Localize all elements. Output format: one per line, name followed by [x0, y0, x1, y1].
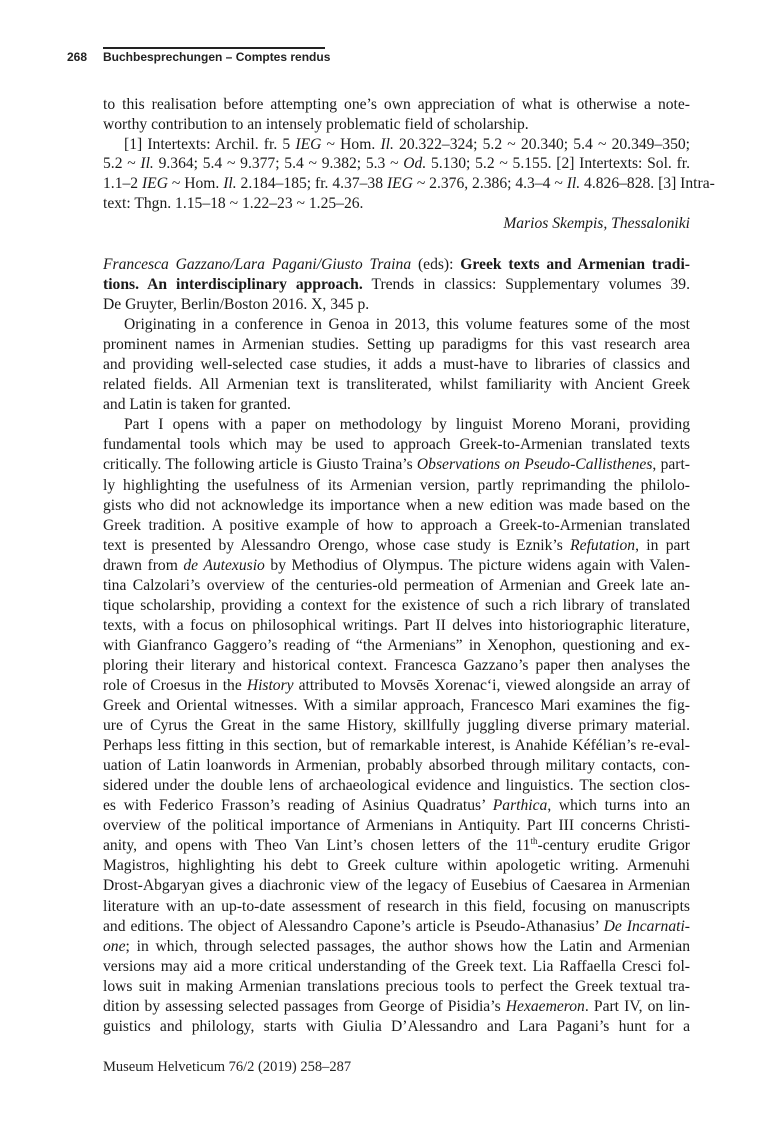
text-line [103, 556, 690, 576]
text-run: with Gianfranco Gaggero’s reading of “the Armenians” in Xenophon, questioning and ex- [103, 636, 690, 654]
text-line [103, 616, 690, 636]
text-run: dition by assessing selected passages from George of Pisidia’s [103, 997, 506, 1015]
text-run: drawn from [103, 556, 184, 574]
text-run: critically. The following article is Giusto Traina’s [103, 456, 417, 474]
text-run: Drost-Abgaryan gives a diachronic view of the legacy of Eusebius of Caesarea in Armenian [103, 877, 690, 895]
text-line [103, 496, 690, 516]
text-run: prominent names in Armenian studies. Setting up paradigms for this vast research area [103, 336, 690, 354]
text-run: gists who did not acknowledge its importance when a new edition was made based on the [103, 496, 690, 514]
text-line [103, 174, 715, 194]
italic-text: IEG [141, 175, 168, 193]
text-run: tique scholarship, providing a context for the existence of such a rich library of translated [103, 596, 690, 614]
text-line [103, 536, 690, 556]
italic-text: De Incarnati- [603, 917, 691, 935]
text-line [103, 736, 690, 756]
text-line [103, 977, 690, 997]
italic-text: Observations on Pseudo-Callisthenes [416, 456, 653, 474]
journal-citation-footer: Museum Helveticum 76/2 (2019) 258–287 [103, 1059, 352, 1075]
text-line [103, 135, 690, 155]
text-run: 5.2 ~ [103, 155, 141, 173]
header-rule [103, 47, 325, 49]
text-run: 4.826–828. [3] Intra- [580, 175, 715, 193]
text-run: and providing well-selected case studies, it adds a must-have to libraries of classics and [103, 356, 690, 374]
text-run: 20.322–324; 5.2 ~ 20.340; 5.4 ~ 20.349–350; [393, 135, 690, 153]
superscript-text: th [530, 836, 538, 847]
text-line [103, 154, 690, 174]
text-run: overview of the political importance of Armenians in Antiquity. Part III concerns Christi- [103, 817, 690, 835]
text-run: attributed to Movsēs Xorenacʻi, viewed alongside an array of [293, 676, 691, 694]
italic-text: Marios Skempis, Thessaloniki [503, 214, 690, 232]
text-run: ; in which, through selected passages, the author shows how the Latin and Armenian [125, 937, 690, 955]
text-line [103, 937, 690, 957]
text-run: Trends in classics: Supplementary volumes 39. [362, 276, 690, 294]
text-run: 5.130; 5.2 ~ 5.155. [2] Intertexts: Sol. fr. [426, 155, 690, 173]
text-line [103, 455, 690, 475]
text-run: and Latin is taken for granted. [103, 396, 291, 414]
text-run: Part I opens with a paper on methodology by linguist Moreno Morani, providing [124, 416, 690, 434]
text-line [103, 636, 690, 656]
text-run: versions may aid a more critical understanding of the Greek text. Lia Raffaella Cresci fol- [103, 957, 690, 975]
text-run: uation of Latin loanwords in Armenian, probably absorbed through military contacts, con- [103, 757, 690, 775]
text-line [103, 275, 690, 295]
text-run: ploring their literary and historical context. Francesca Gazzano’s paper then analyses the [103, 656, 690, 674]
text-run: Greek and Oriental witnesses. With a similar approach, Francesco Mari examines the fig- [103, 697, 690, 715]
text-run: related fields. All Armenian text is transliterated, whilst familiarity with Ancient Greek [103, 376, 690, 394]
review-signature [103, 214, 690, 234]
text-run: worthy contribution to an intensely problematic field of scholarship. [103, 115, 529, 133]
text-run: . Part IV, on lin- [584, 997, 690, 1015]
text-run: ~ 2.376, 2.386; 4.3–4 ~ [412, 175, 567, 193]
text-run: to this realisation before attempting one’s own appreciation of what is otherwise a note- [103, 96, 690, 113]
text-line [103, 756, 690, 776]
italic-text: Il. [140, 155, 154, 173]
italic-text: de Autexusio [183, 556, 265, 574]
text-run: (eds): [411, 256, 461, 273]
text-run: Greek tradition. A positive example of how to approach a Greek-to-Armenian translated [103, 516, 690, 534]
text-line [103, 115, 690, 135]
text-line [103, 315, 690, 335]
text-run: ly highlighting the usefulness of its Armenian version, partly reprimanding the philolo- [103, 476, 690, 494]
text-run: anity, and opens with Theo Van Lint’s chosen letters of the 11 [103, 837, 531, 855]
text-line [103, 716, 690, 736]
text-run: Perhaps less fitting in this section, but of remarkable interest, is Anahide Kéfélian’s re-eval- [103, 737, 690, 755]
text-line [103, 997, 690, 1017]
text-run: Originating in a conference in Genoa in 2013, this volume features some of the most [124, 316, 690, 334]
italic-text: one [103, 937, 126, 955]
text-line [103, 796, 690, 816]
italic-text: IEG [295, 135, 322, 153]
previous-review-ending [103, 95, 715, 234]
text-run: ure of Cyrus the Great in the same History, skillfully juggling diverse primary material. [103, 717, 690, 735]
text-line [103, 415, 690, 435]
text-line [103, 1017, 690, 1037]
text-line [103, 435, 690, 455]
text-run: es with Federico Frasson’s reading of Asinius Quadratus’ [103, 797, 493, 815]
text-run: ~ Hom. [167, 175, 224, 193]
text-run: De Gruyter, Berlin/Boston 2016. X, 345 p. [103, 296, 370, 314]
italic-text: Il. [380, 135, 394, 153]
text-run: ~ Hom. [321, 135, 381, 153]
bold-title-text: Greek texts and Armenian tradi- [460, 256, 690, 273]
text-run: and editions. The object of Alessandro Capone’s article is Pseudo-Athanasius’ [103, 917, 604, 935]
text-line [103, 255, 690, 275]
text-line [103, 576, 690, 596]
italic-text: Il. [223, 175, 237, 193]
text-run: texts, with a focus on philosophical writings. Part II delves into historiographic literature, [103, 616, 690, 634]
text-line [103, 776, 690, 796]
text-run: 1.1–2 [103, 175, 142, 193]
text-line [103, 836, 690, 856]
book-review [103, 255, 690, 1037]
page-number: 268 [67, 50, 88, 64]
text-line [103, 335, 690, 355]
text-run: tina Calzolari’s overview of the centuries-old permeation of Armenian and Greek late an- [103, 576, 690, 594]
text-run: , which turns into an [547, 797, 690, 815]
text-line [103, 696, 690, 716]
text-run: role of Croesus in the [103, 676, 247, 694]
text-run: -century erudite Grigor [537, 837, 690, 855]
italic-text: Il. [566, 175, 581, 193]
italic-text: Od. [403, 155, 427, 173]
text-line [103, 656, 690, 676]
text-line [103, 375, 690, 395]
bold-title-text: tions. An interdisciplinary approach. [103, 276, 363, 294]
text-run: , in part [635, 536, 690, 554]
text-line [103, 395, 690, 415]
text-line [103, 295, 690, 315]
text-run: fundamental tools which may be used to approach Greek-to-Armenian translated texts [103, 436, 690, 454]
text-line [103, 957, 690, 977]
text-line [103, 676, 690, 696]
text-line [103, 516, 690, 536]
text-run: lows suit in making Armenian translations precious tools to perfect the Greek textual tra- [103, 977, 690, 995]
running-header-title: Buchbesprechungen – Comptes rendus [103, 50, 331, 64]
text-run: text: Thgn. 1.15–18 ~ 1.22–23 ~ 1.25–26. [103, 194, 364, 212]
italic-text: Francesca Gazzano/Lara Pagani/Giusto Traina [103, 256, 412, 273]
text-run: by Methodius of Olympus. The picture widens again with Valen- [264, 556, 691, 574]
text-run: , part- [652, 456, 690, 474]
text-run: Magistros, highlighting his debt to Greek culture within apologetic writing. Armenuhi [103, 857, 690, 875]
italic-text: Refutation [570, 536, 636, 554]
text-line [103, 194, 690, 214]
text-run: guistics and philology, starts with Giulia D’Alessandro and Lara Pagani’s hunt for a [103, 1017, 690, 1035]
text-line [103, 816, 690, 836]
text-run: [1] Intertexts: Archil. fr. 5 [124, 135, 296, 153]
text-run: 9.364; 5.4 ~ 9.377; 5.4 ~ 9.382; 5.3 ~ [153, 155, 404, 173]
text-line [103, 856, 690, 876]
italic-text: Parthica [492, 797, 548, 815]
text-run: 2.184–185; fr. 4.37–38 [236, 175, 387, 193]
text-line [103, 355, 690, 375]
text-line [103, 917, 690, 937]
text-line [103, 95, 690, 115]
text-line [103, 476, 690, 496]
text-run: literature with an up-to-date assessment of research in this field, focusing on manuscripts [103, 897, 690, 915]
text-line [103, 897, 690, 917]
text-run: sidered under the double lens of archaeological evidence and linguistics. The section clos- [103, 777, 690, 795]
text-line [103, 596, 690, 616]
italic-text: Hexaemeron [505, 997, 585, 1015]
italic-text: History [246, 676, 294, 694]
italic-text: IEG [386, 175, 413, 193]
text-run: text is presented by Alessandro Orengo, whose case study is Eznik’s [103, 536, 571, 554]
text-line [103, 876, 690, 896]
